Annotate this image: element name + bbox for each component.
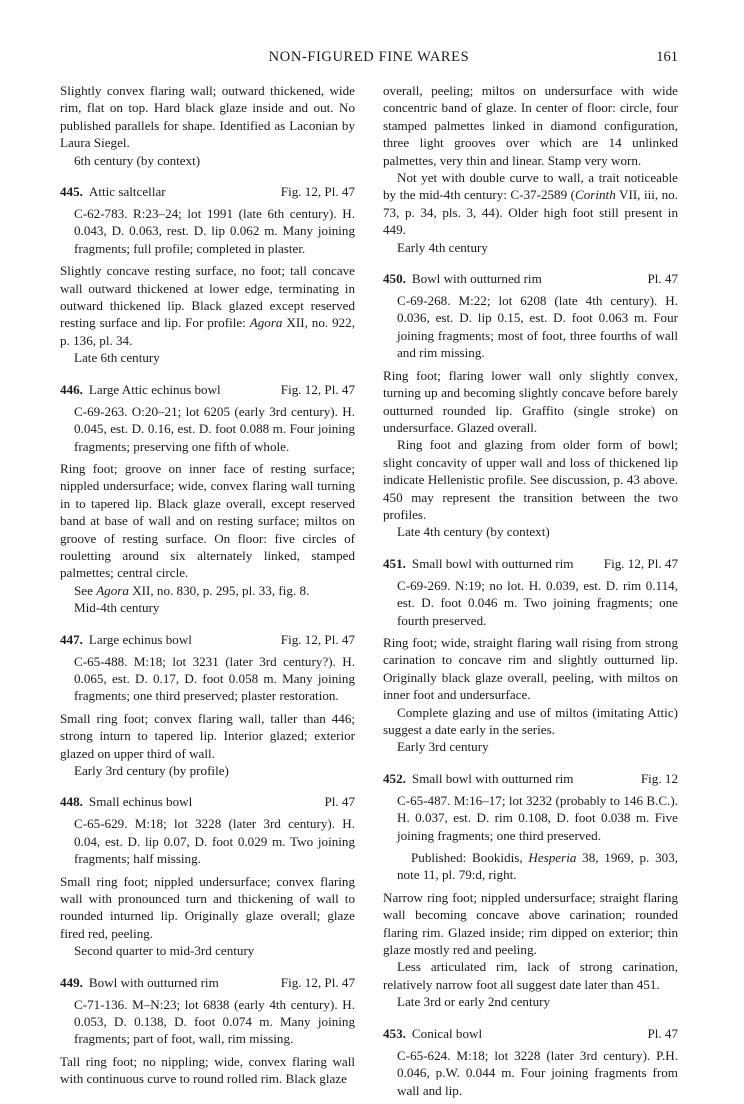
entry-445-description: Slightly concave resting surface, no foot; tall concave wall outward thickened at lower edge, terminating in outward thickened lip. Black glazed except reserved resting surface and lip. For profile: Agora XII, no. 922, p. 136, pl. 34. <box>60 263 355 348</box>
entry-452-discussion: Less articulated rim, lack of strong carination, relatively narrow foot all suggest date later than 451. <box>383 959 678 992</box>
entry-title: Attic saltcellar <box>88 184 166 200</box>
entry-refs: Pl. 47 <box>324 794 355 810</box>
entry-number: 453. <box>383 1025 406 1041</box>
intro-date: 6th century (by context) <box>74 152 201 168</box>
entry-452-catalog: C-65-487. M:16–17; lot 3232 (probably to 146 B.C.). H. 0.037, est. D. rim 0.108, D. foot 0.038 m. Five joining fragments; one third preserved. <box>397 792 678 843</box>
entry-number: 449. <box>60 974 83 990</box>
entry-451-heading <box>383 555 678 572</box>
running-head: NON-FIGURED FINE WARES <box>268 49 470 65</box>
entry-447-date: Early 3rd century (by profile) <box>74 763 229 778</box>
entry-446-description: Ring foot; groove on inner face of resting surface; nippled undersurface; wide, convex flaring wall turning in to tapered lip. Black glaze overall, except reserved band at base of wall and on resting surface; miltos on groove of resting surface. On floor: five circles of rouletting around six alternately linked, stamped palmettes; central circle. <box>60 460 355 581</box>
left-column <box>60 82 355 1088</box>
entry-453-heading <box>383 1025 678 1042</box>
entry-450-catalog: C-69-268. M:22; lot 6208 (late 4th century). H. 0.036, est. D. lip 0.15, est. D. foot 0.063 m. Four joining fragments; most of foot, three fourths of wall and rim missing. <box>397 293 678 361</box>
entry-449-note: Not yet with double curve to wall, a trait noticeable by the mid-4th century: C-37-2589 (Corinth VII, iii, no. 73, p. 34, pls. 3, 44). Older high foot still present in 449. <box>383 170 678 238</box>
entry-number: 447. <box>60 631 83 647</box>
entry-refs: Pl. 47 <box>647 1025 678 1041</box>
entry-451-discussion: Complete glazing and use of miltos (imitating Attic) suggest a date early in the series. <box>383 704 678 737</box>
entry-451-description: Ring foot; wide, straight flaring wall rising from strong carination to concave rim and slightly outturned lip. Originally black glaze overall, peeling, with miltos on inner foot and undersurface. <box>383 634 678 703</box>
entry-450-date: Late 4th century (by context) <box>397 524 550 540</box>
entry-445-catalog: C-62-783. R:23–24; lot 1991 (late 6th century). H. 0.043, D. 0.063, rest. D. lip 0.062 m. Many joining fragments; full profile; completed in plaster. <box>74 206 355 256</box>
entry-number: 450. <box>383 271 406 287</box>
entry-refs: Fig. 12, Pl. 47 <box>280 631 355 647</box>
entry-title: Bowl with outturned rim <box>88 974 219 990</box>
entry-refs: Fig. 12, Pl. 47 <box>280 381 355 397</box>
entry-refs: Fig. 12, Pl. 47 <box>280 974 355 990</box>
entry-453-catalog: C-65-624. M:18; lot 3228 (later 3rd century). P.H. 0.046, p.W. 0.044 m. Four joining fragments from wall and lip. <box>397 1047 678 1098</box>
entry-448-date: Second quarter to mid-3rd century <box>74 943 255 959</box>
page-number: 161 <box>656 49 678 65</box>
entry-450-description: Ring foot; flaring lower wall only slightly convex, turning up and becoming slightly concave before barely outturned rounded lip. Graffito (single stroke) on undersurface. Glazed overall. <box>383 367 678 435</box>
entry-448-catalog: C-65-629. M:18; lot 3228 (later 3rd century). H. 0.04, est. D. lip 0.07, D. foot 0.029 m. Two joining fragments; half missing. <box>74 816 355 867</box>
entry-number: 445. <box>60 184 83 200</box>
entry-446-see: See Agora XII, no. 830, p. 295, pl. 33, fig. 8. <box>74 582 310 598</box>
entry-number: 446. <box>60 381 83 397</box>
entry-446-catalog: C-69-263. O:20–21; lot 6205 (early 3rd century). H. 0.045, est. D. 0.16, est. D. foot 0.088 m. Four joining fragments; preserving one fifth of whole. <box>74 403 355 454</box>
entry-title: Large Attic echinus bowl <box>88 381 221 397</box>
right-column <box>383 82 678 1104</box>
entry-447-description: Small ring foot; convex flaring wall, taller than 446; strong inturn to tapered lip. Interior glazed; exterior glazed on upper third of wall. <box>60 710 355 761</box>
entry-number: 451. <box>383 555 406 571</box>
entry-452-date: Late 3rd or early 2nd century <box>397 994 551 1010</box>
entry-449-date: Early 4th century <box>397 239 488 255</box>
entry-445-heading <box>60 183 355 200</box>
entry-446-heading <box>60 381 355 398</box>
entry-447-catalog: C-65-488. M:18; lot 3231 (later 3rd century?). H. 0.065, est. D. 0.17, D. foot 0.058 m. Many joining fragments; one third preserved; plaster restoration. <box>74 653 355 704</box>
entry-refs: Pl. 47 <box>647 271 678 287</box>
entry-448-description: Small ring foot; nippled undersurface; convex flaring wall with pronounced turn and thickening of wall to rounded inturned lip. Originally glaze overall; glaze fired red, peeling. <box>60 873 355 941</box>
entry-number: 452. <box>383 770 406 786</box>
entry-452-heading <box>383 770 678 787</box>
intro-description: Slightly convex flaring wall; outward thickened, wide rim, flat on top. Hard black glaze inside and out. No published parallels for shape. Identified as Laconian by Laura Siegel. <box>60 83 355 151</box>
entry-refs: Fig. 12 <box>640 770 678 786</box>
entry-452-description: Narrow ring foot; nippled undersurface; straight flaring wall becoming concave above carination; rounded flaring rim. Glazed inside; rim dipped on exterior; thin glaze mostly red and peeling. <box>383 889 678 958</box>
page-header <box>60 49 678 69</box>
entry-448-heading <box>60 793 355 810</box>
entry-refs: Fig. 12, Pl. 47 <box>280 184 355 200</box>
entry-title: Small bowl with outturned rim <box>411 770 574 786</box>
entry-449-catalog: C-71-136. M–N:23; lot 6838 (early 4th century). H. 0.053, D. 0.138, D. foot 0.074 m. Many joining fragments; part of foot, wall, rim missing. <box>74 996 355 1047</box>
entry-449-heading <box>60 974 355 991</box>
entry-449-continuation: overall, peeling; miltos on undersurface with wide concentric band of glaze. In center of floor: circle, four stamped palmettes linked in diamond configuration, three light grooves over which are 14 unlinked palmettes, very thin and linear. Stamp very worn. <box>383 83 678 168</box>
entry-449-description: Tall ring foot; no nippling; wide, convex flaring wall with continuous curve to round rolled rim. Black glaze <box>60 1053 355 1087</box>
entry-447-heading <box>60 631 355 648</box>
entry-446-date: Mid-4th century <box>74 600 160 616</box>
entry-451-date: Early 3rd century <box>397 739 489 755</box>
entry-450-heading <box>383 270 678 287</box>
entry-title: Large echinus bowl <box>88 631 192 647</box>
entry-title: Small bowl with outturned rim <box>411 555 574 571</box>
entry-451-catalog: C-69-269. N:19; no lot. H. 0.039, est. D. rim 0.114, est. D. foot 0.046 m. Two joining fragments; one fourth preserved. <box>397 577 678 628</box>
entry-450-discussion: Ring foot and glazing from older form of bowl; slight concavity of upper wall and loss of thickened lip indicate Hellenistic profile. See discussion, p. 43 above. 450 may represent the transition between the two profiles. <box>383 437 678 522</box>
entry-title: Bowl with outturned rim <box>411 271 542 287</box>
entry-452-published: Published: Bookidis, Hesperia 38, 1969, p. 303, note 11, pl. 79:d, right. <box>397 850 679 883</box>
entry-title: Small echinus bowl <box>88 794 193 810</box>
entry-title: Conical bowl <box>411 1025 483 1041</box>
entry-number: 448. <box>60 794 83 810</box>
entry-445-date: Late 6th century <box>74 350 160 366</box>
entry-refs: Fig. 12, Pl. 47 <box>603 555 678 571</box>
